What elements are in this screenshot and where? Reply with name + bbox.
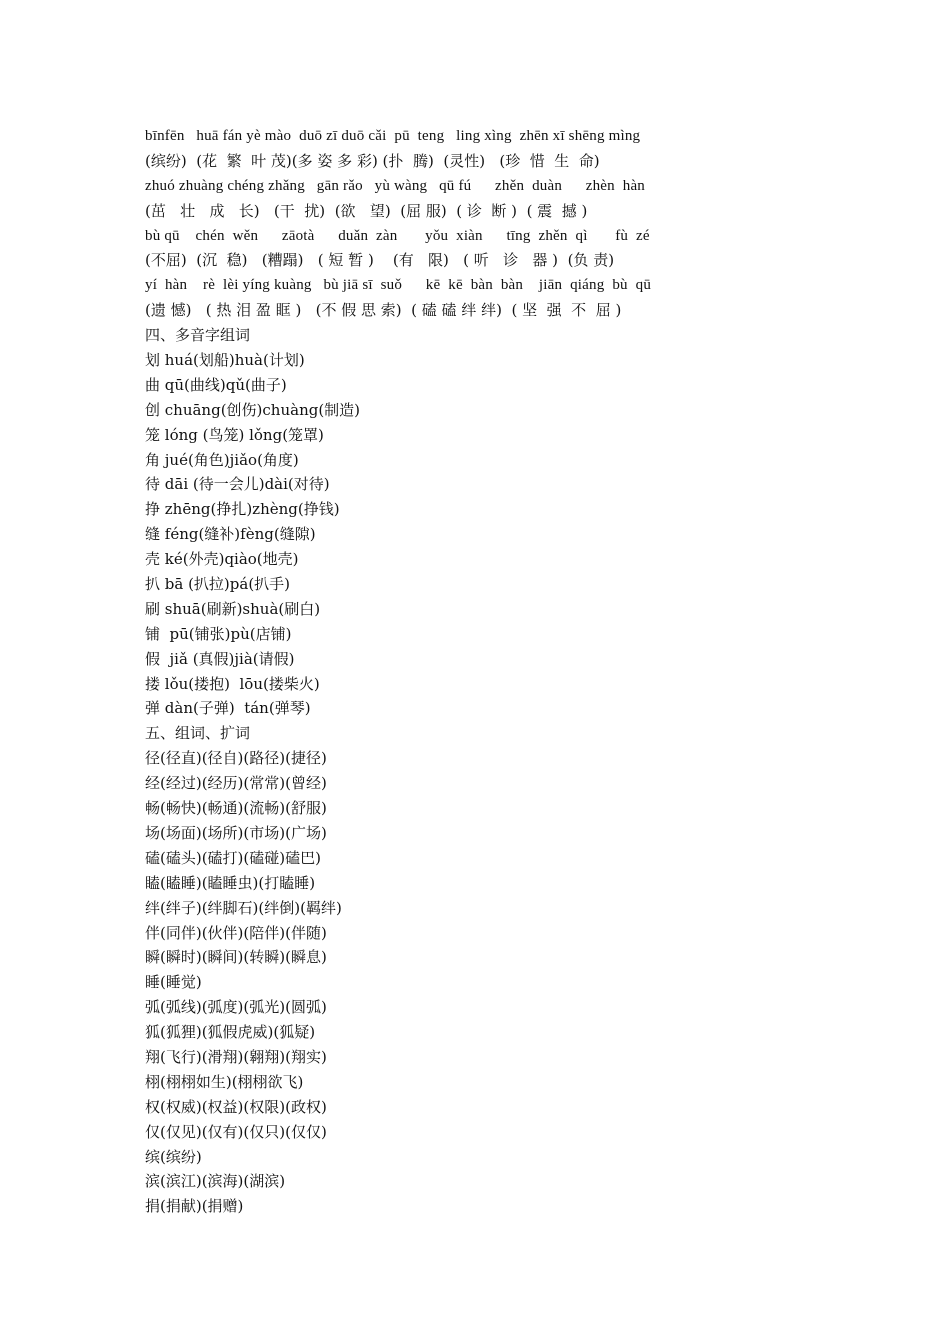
word-group-item: 场(场面)(场所)(市场)(广场) — [145, 823, 327, 842]
word-group-item: 经(经过)(经历)(常常)(曾经) — [145, 774, 327, 793]
word-group-item: 瞌(瞌睡)(瞌睡虫)(打瞌睡) — [145, 873, 316, 892]
word-group-item: 畅(畅快)(畅通)(流畅)(舒服) — [145, 799, 327, 818]
word-group-item: 绊(绊子)(绊脚石)(绊倒)(羁绊) — [145, 898, 342, 917]
polyphone-item: 创 chuāng(创伤)chuàng(制造) — [145, 400, 361, 419]
word-group-item: 捐(捐献)(捐赠) — [145, 1197, 244, 1216]
word-group-item: 栩(栩栩如生)(栩栩欲飞) — [145, 1072, 304, 1091]
word-group-item: 缤(缤纷) — [145, 1147, 202, 1166]
word-group-item: 睡(睡觉) — [145, 973, 202, 992]
section-heading: 四、多音字组词 — [145, 326, 251, 345]
polyphone-item: 划 huá(划船)huà(计划) — [145, 351, 305, 370]
word-group-item: 狐(狐狸)(狐假虎威)(狐疑) — [145, 1023, 316, 1042]
hanzi-line: (不屈) (沉 稳) (糟蹋) ( 短 暂 ) (有 限) ( 听 诊 器 ) (负 责) — [145, 251, 615, 270]
word-group-item: 翔(飞行)(滑翔)(翱翔)(翔实) — [145, 1047, 327, 1066]
polyphone-item: 弹 dàn(子弹) tán(弹琴) — [145, 699, 311, 718]
word-group-item: 磕(磕头)(磕打)(磕碰)磕巴) — [145, 848, 321, 867]
polyphone-item: 角 jué(角色)jiǎo(角度) — [145, 450, 299, 469]
pinyin-line: bīnfēn huā fán yè mào duō zī duō cǎi pū teng ling xìng zhēn xī shēng mìng — [145, 128, 641, 144]
word-group-item: 滨(滨江)(滨海)(湖滨) — [145, 1172, 286, 1191]
word-group-item: 瞬(瞬时)(瞬间)(转瞬)(瞬息) — [145, 948, 327, 967]
polyphone-item: 壳 ké(外壳)qiào(地壳) — [145, 550, 299, 569]
hanzi-line: (缤纷) (花 繁 叶 茂)(多 姿 多 彩) (扑 腾) (灵性) (珍 惜 生 命) — [145, 151, 600, 170]
word-group-item: 权(权威)(权益)(权限)(政权) — [145, 1097, 327, 1116]
word-group-item: 弧(弧线)(弧度)(弧光)(圆弧) — [145, 998, 327, 1017]
document-body — [145, 124, 865, 1219]
polyphone-item: 笼 lóng (鸟笼) lǒng(笼罩) — [145, 425, 324, 444]
word-group-item: 伴(同伴)(伙伴)(陪伴)(伴随) — [145, 923, 327, 942]
polyphone-item: 刷 shuā(刷新)shuà(刷白) — [145, 599, 321, 618]
polyphone-item: 曲 qū(曲线)qǔ(曲子) — [145, 375, 287, 394]
hanzi-line: (茁 壮 成 长) (干 扰) (欲 望) (屈 服) ( 诊 断 ) ( 震 撼 ) — [145, 201, 588, 220]
polyphone-item: 假 jiǎ (真假)jià(请假) — [145, 649, 295, 668]
polyphone-item: 扒 bā (扒拉)pá(扒手) — [145, 575, 291, 594]
word-group-item: 径(径直)(径自)(路径)(捷径) — [145, 749, 327, 768]
pinyin-line: zhuó zhuàng chéng zhǎng gān rǎo yù wàng qū fú zhěn duàn zhèn hàn — [145, 177, 645, 194]
word-group-item: 仅(仅见)(仅有)(仅只)(仅仅) — [145, 1122, 327, 1141]
pinyin-line: bù qū chén wěn zāotà duǎn zàn yǒu xiàn tīng zhěn qì fù zé — [145, 227, 650, 244]
pinyin-line: yí hàn rè lèi yíng kuàng bù jiā sī suǒ kē kē bàn bàn jiān qiáng bù qū — [145, 277, 652, 294]
polyphone-item: 挣 zhēng(挣扎)zhèng(挣钱) — [145, 500, 340, 519]
section-heading: 五、组词、扩词 — [145, 724, 251, 743]
polyphone-item: 缝 féng(缝补)fèng(缝隙) — [145, 525, 316, 544]
polyphone-item: 搂 lǒu(搂抱) lōu(搂柴火) — [145, 674, 320, 693]
hanzi-line: (遗 憾) ( 热 泪 盈 眶 ) (不 假 思 索) ( 磕 磕 绊 绊) ( 坚 强 不 屈 ) — [145, 301, 622, 320]
polyphone-item: 待 dāi (待一会儿)dài(对待) — [145, 475, 330, 494]
polyphone-item: 铺 pū(铺张)pù(店铺) — [145, 624, 292, 643]
